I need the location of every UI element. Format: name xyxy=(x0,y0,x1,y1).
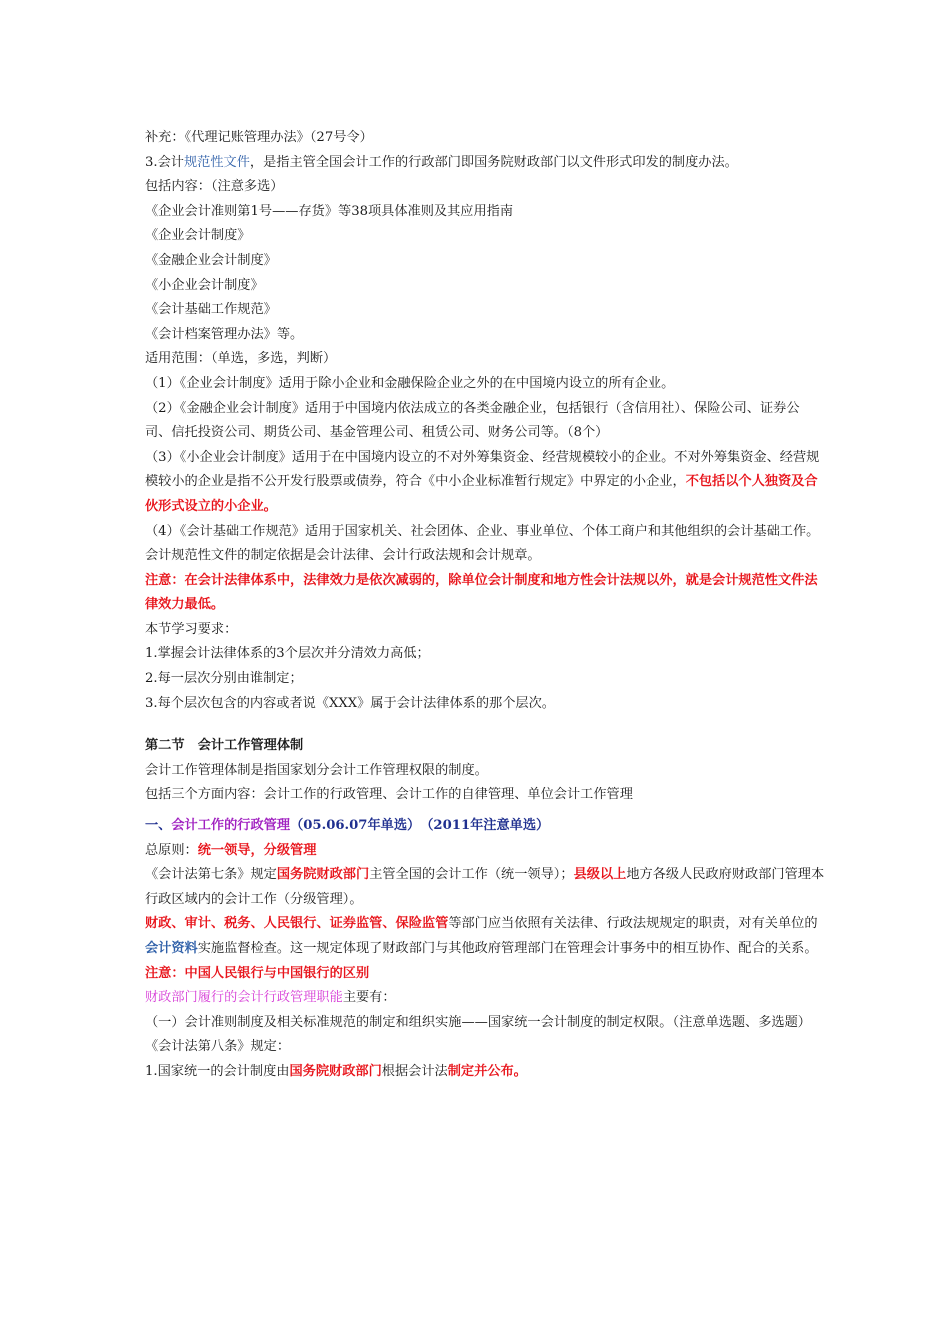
normative-doc-definition: 3.会计规范性文件，是指主管全国会计工作的行政部门即国务院财政部门以文件形式印发的制度办法。 xyxy=(145,154,738,170)
spacer xyxy=(145,716,825,734)
list-item: 《会计基础工作规范》 xyxy=(145,302,277,318)
section-title: 第二节 会计工作管理体制 xyxy=(145,738,304,754)
list-item: 《金融企业会计制度》 xyxy=(145,252,277,268)
study-requirements-heading: 本节学习要求： xyxy=(145,621,238,637)
subsection-exam-note: （05.06.07年单选） （2011年注意单选） xyxy=(290,818,550,834)
functions-heading: 财政部门履行的会计行政管理职能主要有： xyxy=(145,990,396,1006)
section-definition: 会计工作管理体制是指国家划分会计工作管理权限的制度。 xyxy=(145,762,488,778)
list-item: 《小企业会计制度》 xyxy=(145,277,264,293)
supervision-line: 财政、审计、税务、人民银行、证券监管、保险监管等部门应当依照有关法律、行政法规规定的职责，对有关单位的会计资料实施监督检查。这一规定体现了财政部门与其他政府管理部门在管理会计事务中的相互协作、配合的关系。 xyxy=(145,916,818,956)
attention-note: 注意：在会计法律体系中，法律效力是依次减弱的，除单位会计制度和地方性会计法规以外，就是会计规范性文件法律效力最低。 xyxy=(145,572,818,613)
article-8-heading: 《会计法第八条》规定： xyxy=(145,1039,291,1055)
document-body xyxy=(145,126,825,1085)
basis-line: 会计规范性文件的制定依据是会计法律、会计行政法规和会计规章。 xyxy=(145,548,541,564)
scope-heading: 适用范围：（单选，多选，判断） xyxy=(145,351,337,367)
list-item: 《企业会计准则第1号——存货》等38项具体准则及其应用指南 xyxy=(145,203,514,219)
contents-heading: 包括内容：（注意多选） xyxy=(145,179,284,195)
section-contents: 包括三个方面内容：会计工作的行政管理、会计工作的自律管理、单位会计工作管理 xyxy=(145,787,633,803)
study-requirement: 1.掌握会计法律体系的3个层次并分清效力高低； xyxy=(145,646,430,662)
general-principle: 总原则：统一领导，分级管理 xyxy=(145,842,317,858)
scope-item-3: （3）《小企业会计制度》适用于在中国境内设立的不对外筹集资金、经营规模较小的企业。不对外筹集资金、经营规模较小的企业是指不公开发行股票或债券，符合《中小企业标准暂行规定》中界定的小企业，不包括以个人独资及合伙形式设立的小企业。 xyxy=(145,449,820,514)
bank-difference-note: 注意：中国人民银行与中国银行的区别 xyxy=(145,965,370,981)
normative-doc-term: 规范性文件 xyxy=(183,154,250,170)
study-requirement: 3.每个层次包含的内容或者说《XXX》属于会计法律体系的那个层次。 xyxy=(145,695,555,711)
scope-item-3-note: 不包括以个人独资及合伙形式设立的小企业。 xyxy=(145,474,818,514)
subsection-title: 会计工作的行政管理 xyxy=(171,818,291,834)
article-8-item-1: 1.国家统一的会计制度由国务院财政部门根据会计法制定并公布。 xyxy=(145,1063,527,1079)
principle-text: 统一领导，分级管理 xyxy=(197,842,317,858)
scope-item-2: （2）《金融企业会计制度》适用于中国境内依法成立的各类金融企业，包括银行（含信用社）、保险公司、证券公司、信托投资公司、期货公司、基金管理公司、租赁公司、财务公司等。（8个） xyxy=(145,400,800,441)
list-item: 《企业会计制度》 xyxy=(145,228,251,244)
list-item: 《会计档案管理办法》等。 xyxy=(145,326,304,342)
subsection-heading: 一、会计工作的行政管理（05.06.07年单选） （2011年注意单选） xyxy=(145,818,550,834)
function-item-1: （一）会计准则制度及相关标准规范的制定和组织实施——国家统一会计制度的制定权限。（注意单选题、多选题） xyxy=(145,1014,811,1030)
article-7-line: 《会计法第七条》规定国务院财政部门主管全国的会计工作（统一领导）；县级以上地方各级人民政府财政部门管理本行政区域内的会计工作（分级管理）。 xyxy=(145,867,825,907)
supplement-line: 补充：《代理记账管理办法》（27号令） xyxy=(145,130,373,145)
scope-item-1: （1）《企业会计制度》适用于除小企业和金融保险企业之外的在中国境内设立的所有企业。 xyxy=(145,375,675,391)
scope-item-4: （4）《会计基础工作规范》适用于国家机关、社会团体、企业、事业单位、个体工商户和其他组织的会计基础工作。 xyxy=(145,523,820,539)
study-requirement: 2.每一层次分别由谁制定； xyxy=(145,671,303,687)
